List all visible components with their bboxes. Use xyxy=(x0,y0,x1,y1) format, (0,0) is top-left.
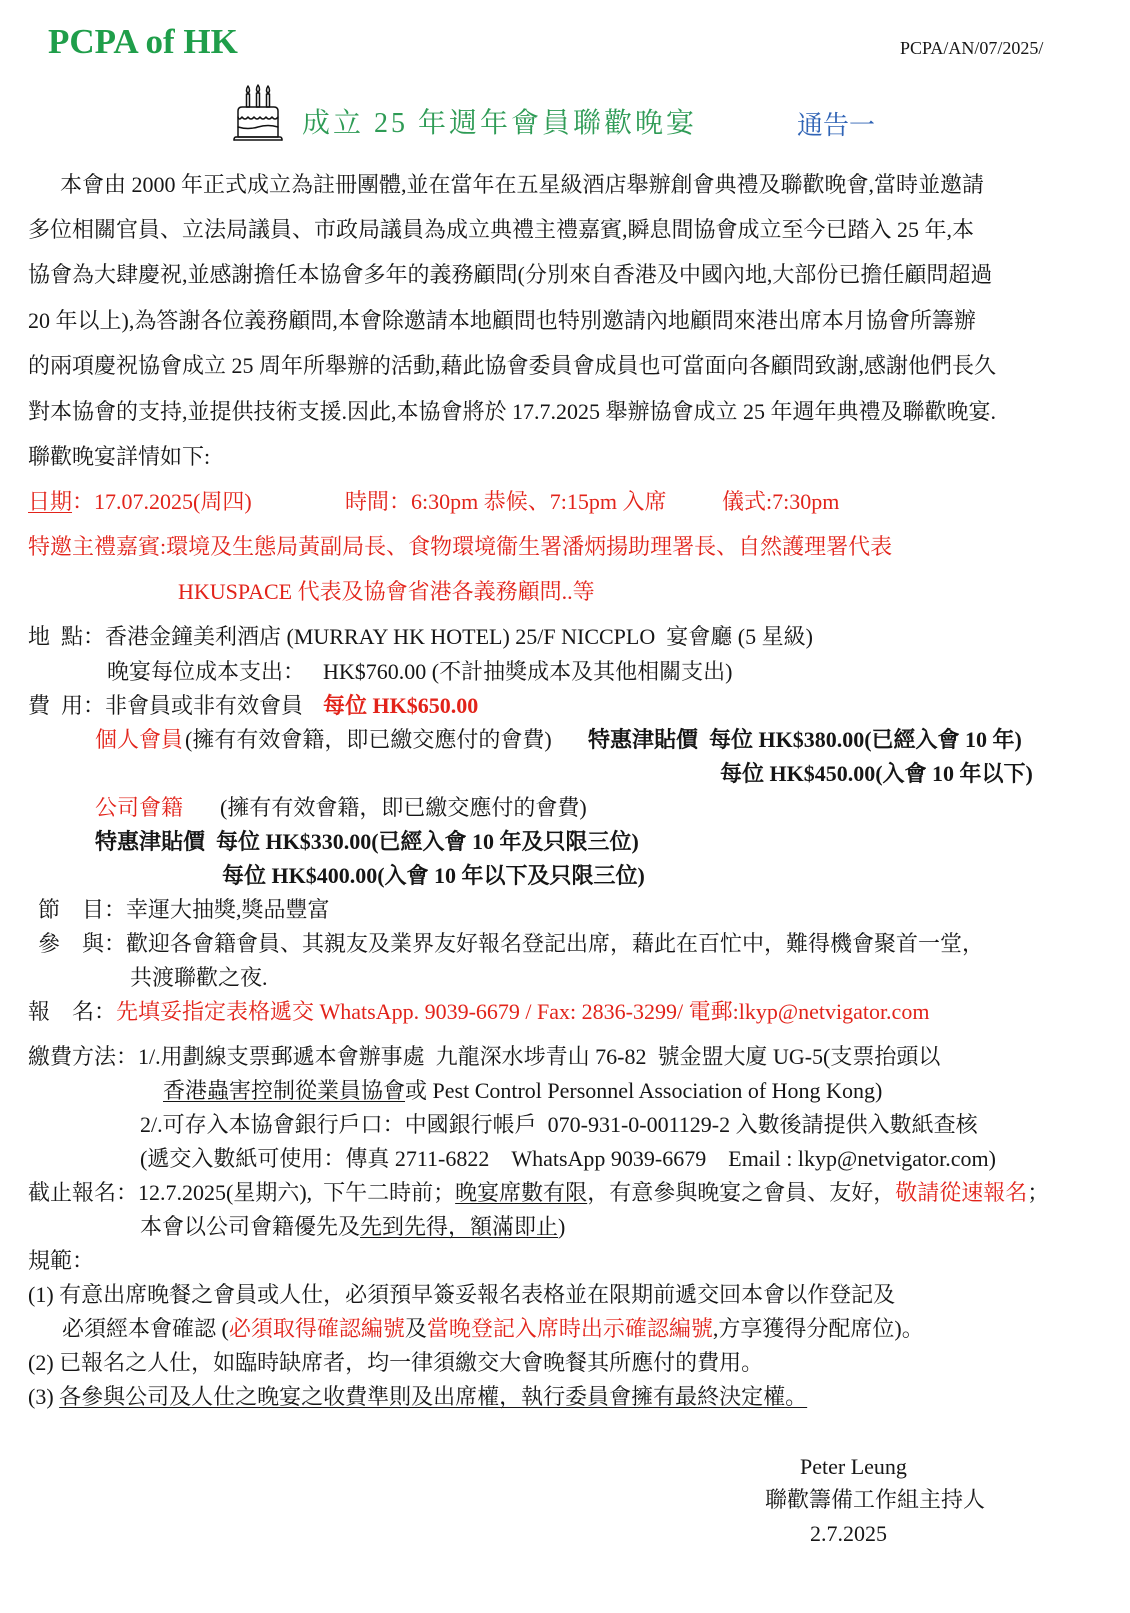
guests-line: 特邀主禮嘉賓:環境及生態局黃副局長、食物環境衞生署潘炳揚助理署長、自然護理署代表 xyxy=(28,534,893,559)
rule-1-text: 必須經本會確認 ( xyxy=(62,1316,229,1341)
rule-3-prefix: (3) xyxy=(28,1384,60,1409)
intro-line: 對本協會的支持,並提供技術支援.因此,本協會將於 17.7.2025 舉辦協會成立 25 年週年典禮及聯歡晚宴. xyxy=(28,399,997,424)
signatory-title: 聯歡籌備工作組主持人 xyxy=(765,1487,986,1512)
organization-logo: PCPA of HK xyxy=(48,22,238,61)
event-title: 成立 25 年週年會員聯歡晚宴 xyxy=(302,108,698,139)
venue-label: 地 點： xyxy=(28,624,106,649)
show-confirmation-note: 當晚登記入席時出示確認編號 xyxy=(426,1316,713,1341)
payment-label: 繳費方法： xyxy=(28,1044,139,1069)
rule-1-text: 及 xyxy=(404,1316,427,1341)
limited-seats-note: 晚宴席數有限 xyxy=(455,1180,588,1205)
deadline-end: ； xyxy=(1027,1180,1050,1205)
intro-line: 本會由 2000 年正式成立為註冊團體,並在當年在五星級酒店舉辦創會典禮及聯歡晚會,當時並邀請 xyxy=(60,172,985,197)
fees-row xyxy=(28,693,303,719)
non-member-label: 非會員或非有效會員 xyxy=(105,693,304,718)
priority-text: 本會以公司會籍優先及 xyxy=(140,1214,361,1239)
event-time: 時間：6:30pm 恭候、7:15pm 入席 xyxy=(345,489,667,514)
registration-value: 先填妥指定表格遞交 WhatsApp. 9039-6679 / Fax: 2836-3299/ 電郵:lkyp@netvigator.com xyxy=(116,999,930,1024)
rule-3 xyxy=(28,1384,807,1410)
participation-value-cont: 共渡聯歡之夜. xyxy=(130,965,268,990)
participation-label: 參 與： xyxy=(38,931,127,956)
company-member-label: 公司會籍 xyxy=(95,795,184,820)
individual-price-10yr: 特惠津貼價 每位 HK$380.00(已經入會 10 年) xyxy=(588,727,1022,752)
participation-row xyxy=(38,931,984,957)
deadline-invite: ，有意參與晚宴之會員、友好， xyxy=(587,1180,896,1205)
guests-line: HKUSPACE 代表及協會省港各義務顧問..等 xyxy=(178,579,595,604)
intro-line: 的兩項慶祝協會成立 25 周年所舉辦的活動,藉此協會委員會成員也可當面向各顧問致謝,感謝他們長久 xyxy=(28,353,997,378)
non-member-price: 每位 HK$650.00 xyxy=(323,693,479,718)
individual-member-note: (擁有有效會籍，即已繳交應付的會費) xyxy=(185,727,552,752)
rule-2: (2) 已報名之人仕，如臨時缺席者，均一律須繳交大會晚餐其所應付的費用。 xyxy=(28,1350,764,1375)
individual-price-under-10yr: 每位 HK$450.00(入會 10 年以下) xyxy=(720,761,1033,786)
signature-date: 2.7.2025 xyxy=(810,1521,887,1546)
confirmation-number-note: 必須取得確認編號 xyxy=(228,1316,405,1341)
company-member-note: (擁有有效會籍，即已繳交應付的會費) xyxy=(220,795,587,820)
intro-line: 聯歡晚宴詳情如下: xyxy=(28,444,211,469)
programme-label: 節 目： xyxy=(38,897,127,922)
payment-option-bank: 2/.可存入本協會銀行戶口：中國銀行帳戶 070-931-0-001129-2 入數後請提供入數紙查核 xyxy=(140,1112,978,1137)
registration-row xyxy=(28,999,929,1025)
register-soon-note: 敬請從速報名 xyxy=(895,1180,1028,1205)
cheque-payee-chinese: 香港蟲害控制從業員協會 xyxy=(163,1078,406,1103)
payment-payee-row xyxy=(163,1078,882,1104)
fees-label: 費 用： xyxy=(28,693,106,718)
deadline-date: 12.7.2025(星期六), 下午二時前； xyxy=(138,1180,456,1205)
rule-1-cont xyxy=(62,1316,924,1342)
payment-row xyxy=(28,1044,940,1070)
venue-row xyxy=(28,624,813,650)
intro-line: 20 年以上),為答謝各位義務顧問,本會除邀請本地顧問也特別邀請內地顧問來港出席本月協會所籌辦 xyxy=(28,308,976,333)
programme-value: 幸運大抽獎,獎品豐富 xyxy=(126,897,330,922)
deadline-row xyxy=(28,1180,1049,1206)
signatory-name: Peter Leung xyxy=(800,1454,907,1479)
individual-member-label: 個人會員 xyxy=(95,727,184,752)
notice-label: 通告一 xyxy=(797,111,876,140)
priority-close: ) xyxy=(558,1214,566,1239)
first-come-note: 先到先得，額滿即止 xyxy=(360,1214,559,1239)
payment-slip-contact: (遞交入數紙可使用：傳真 2711-6822 WhatsApp 9039-6679 Email : lkyp@netvigator.com) xyxy=(140,1146,996,1171)
event-date xyxy=(28,489,252,515)
programme-row xyxy=(38,897,330,923)
company-price-under-10yr: 每位 HK$400.00(入會 10 年以下及只限三位) xyxy=(222,863,645,888)
birthday-cake-icon xyxy=(232,84,284,146)
rule-1: (1) 有意出席晚餐之會員或人仕，必須預早簽妥報名表格並在限期前遞交回本會以作登記及 xyxy=(28,1282,896,1307)
rule-1-text: ,方享獲得分配席位)。 xyxy=(712,1316,924,1341)
cheque-payee-english: 或 Pest Control Personnel Association of Hong Kong) xyxy=(405,1078,883,1103)
rule-3-text: 各參與公司及人仕之晚宴之收費準則及出席權，執行委員會擁有最終決定權。 xyxy=(59,1384,808,1409)
rules-heading: 規範： xyxy=(28,1248,95,1273)
intro-line: 多位相關官員、立法局議員、市政局議員為成立典禮主禮嘉賓,瞬息間協會成立至今已踏入 25 年,本 xyxy=(28,217,975,242)
registration-label: 報 名： xyxy=(28,999,117,1024)
priority-row xyxy=(140,1214,565,1240)
cost-value: HK$760.00 (不計抽獎成本及其他相關支出) xyxy=(323,659,733,684)
participation-value: 歡迎各會籍會員、其親友及業界友好報名登記出席，藉此在百忙中，難得機會聚首一堂， xyxy=(126,931,985,956)
company-price-10yr: 特惠津貼價 每位 HK$330.00(已經入會 10 年及只限三位) xyxy=(95,829,639,854)
payment-option-cheque: 1/.用劃線支票郵遞本會辦事處 九龍深水埗青山 76-82 號金盟大廈 UG-5(支票抬頭以 xyxy=(138,1044,941,1069)
reference-number: PCPA/AN/07/2025/ xyxy=(900,38,1044,58)
intro-line: 協會為大肆慶祝,並感謝擔任本協會多年的義務顧問(分別來自香港及中國內地,大部份已擔任顧問超過 xyxy=(28,262,993,287)
venue-value: 香港金鐘美利酒店 (MURRAY HK HOTEL) 25/F NICCPLO 宴會廳 (5 星級) xyxy=(105,624,813,649)
event-date-value: ：17.07.2025(周四) xyxy=(72,489,252,514)
cost-label: 晚宴每位成本支出： xyxy=(107,659,306,684)
event-ceremony-time: 儀式:7:30pm xyxy=(722,489,840,514)
deadline-label: 截止報名： xyxy=(28,1180,139,1205)
event-date-label: 日期 xyxy=(28,489,73,514)
